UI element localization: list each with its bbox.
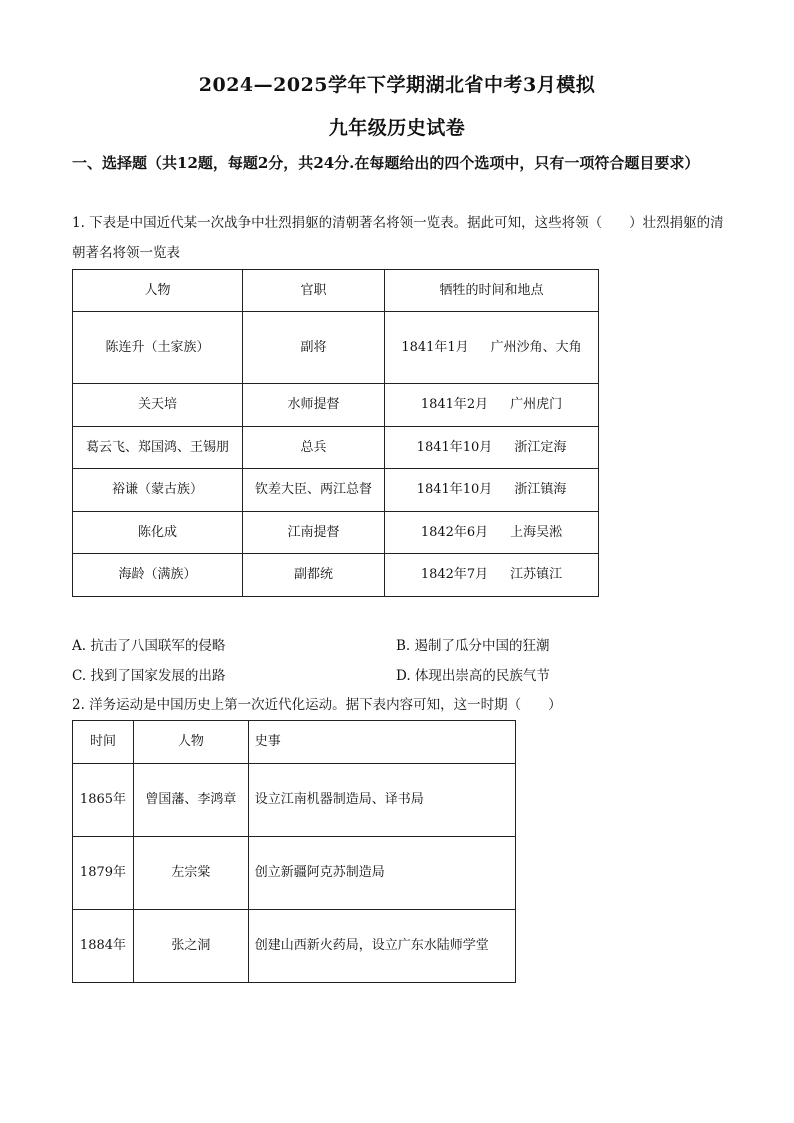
time: 1841年10月 — [416, 439, 493, 455]
option-a: A. 抗击了八国联军的侵略 — [72, 638, 226, 654]
place: 广州虎门 — [510, 397, 563, 412]
person-cell: 曾国藩、李鸿章 — [133, 764, 248, 837]
time-place-cell — [385, 312, 599, 384]
header-cell: 牺牲的时间和地点 — [385, 270, 599, 312]
exam-title: 2024—2025学年下学期湖北省中考3月模拟 — [198, 74, 596, 96]
section-heading: 一、选择题（共12题，每题2分，共24分.在每题给出的四个选项中，只有一项符合题目要求） — [72, 154, 700, 172]
title-cell: 江南提督 — [243, 512, 385, 554]
question-2-stem: 2. 洋务运动是中国历史上第一次近代化运动。据下表内容可知，这一时期（ ） — [72, 697, 562, 713]
place: 浙江定海 — [514, 439, 567, 455]
person-cell: 葛云飞、郑国鸿、王锡朋 — [73, 427, 243, 469]
title-cell: 水师提督 — [243, 384, 385, 427]
table-header-row — [73, 270, 599, 312]
year-cell: 1884年 — [73, 910, 134, 983]
place: 江苏镇江 — [510, 567, 563, 582]
time: 1841年2月 — [420, 397, 489, 412]
question-1-stem: 1. 下表是中国近代某一次战争中壮烈捐躯的清朝著名将领一览表。据此可知，这些将领（ ）壮烈捐躯的清朝著名将领一览表 — [72, 215, 724, 261]
header-cell: 时间 — [73, 721, 134, 764]
time: 1841年1月 — [401, 339, 469, 355]
header-cell: 人物 — [133, 721, 248, 764]
time: 1842年6月 — [420, 524, 489, 540]
year-cell: 1879年 — [73, 837, 134, 910]
table-row — [73, 554, 599, 597]
title-cell: 总兵 — [243, 427, 385, 469]
place: 上海吴淞 — [510, 524, 563, 540]
person-cell: 张之洞 — [133, 910, 248, 983]
table-row — [73, 910, 516, 983]
time: 1842年7月 — [420, 567, 489, 582]
exam-subtitle: 九年级历史试卷 — [328, 117, 466, 139]
table-row — [73, 384, 599, 427]
time-place-cell — [385, 512, 599, 554]
title-cell: 钦差大臣、两江总督 — [243, 469, 385, 512]
table-row — [73, 312, 599, 384]
person-cell: 关天培 — [73, 384, 243, 427]
person-cell: 海龄（满族） — [73, 554, 243, 597]
time-place-cell — [385, 554, 599, 597]
header-cell: 官职 — [243, 270, 385, 312]
person-cell: 左宗棠 — [133, 837, 248, 910]
option-b: B. 遏制了瓜分中国的狂潮 — [396, 638, 550, 654]
title-cell: 副都统 — [243, 554, 385, 597]
generals-table — [72, 269, 599, 597]
person-cell: 陈化成 — [73, 512, 243, 554]
option-d: D. 体现出崇高的民族气节 — [396, 668, 550, 684]
table-row — [73, 469, 599, 512]
table-row — [73, 427, 599, 469]
year-cell: 1865年 — [73, 764, 134, 837]
time-place-cell — [385, 469, 599, 512]
title-cell: 副将 — [243, 312, 385, 384]
time: 1841年10月 — [416, 482, 493, 497]
table-row — [73, 512, 599, 554]
event-cell: 创建山西新火药局，设立广东水陆师学堂 — [248, 910, 515, 983]
place: 广州沙角、大角 — [490, 339, 582, 355]
option-c: C. 找到了国家发展的出路 — [72, 668, 226, 684]
person-cell: 裕谦（蒙古族） — [73, 469, 243, 512]
place: 浙江镇海 — [514, 482, 567, 497]
time-place-cell — [385, 384, 599, 427]
event-cell: 设立江南机器制造局、译书局 — [248, 764, 515, 837]
table-header-row — [73, 721, 516, 764]
table-row — [73, 837, 516, 910]
header-cell: 史事 — [248, 721, 515, 764]
westernization-table — [72, 720, 516, 983]
time-place-cell — [385, 427, 599, 469]
event-cell: 创立新疆阿克苏制造局 — [248, 837, 515, 910]
table-row — [73, 764, 516, 837]
person-cell: 陈连升（土家族） — [73, 312, 243, 384]
header-cell: 人物 — [73, 270, 243, 312]
